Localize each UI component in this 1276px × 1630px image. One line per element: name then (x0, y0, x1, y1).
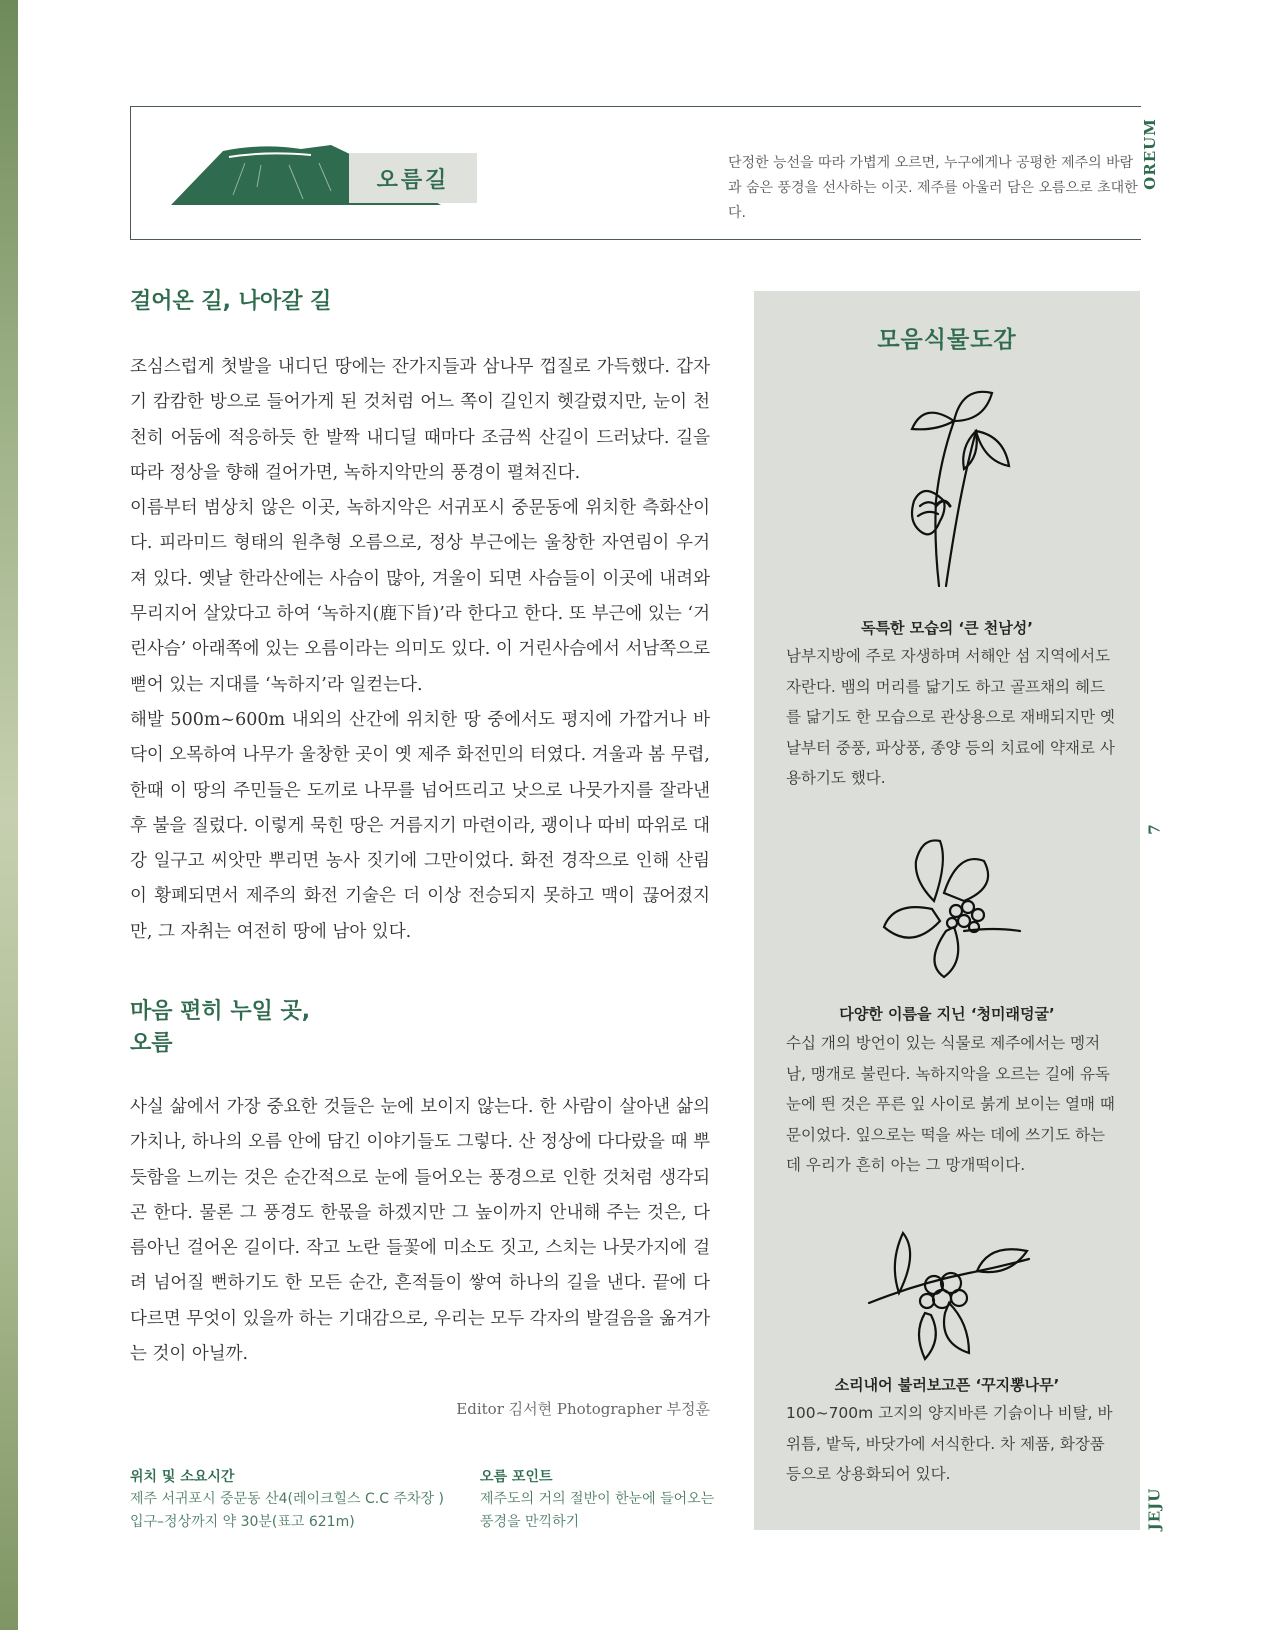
section2-heading (130, 996, 310, 1060)
side-label-jeju: JEJU (1145, 1487, 1164, 1531)
section1-body (130, 350, 710, 950)
plant-guide-sidebar (754, 291, 1140, 1530)
plant-3-text: 100~700m 고지의 양지바른 기슭이나 비탈, 바위틈, 밭둑, 바닷가에 서식한다. 차 제품, 화장품 등으로 상용화되어 있다. (786, 1404, 1113, 1483)
point-text (480, 1488, 740, 1534)
location-text (130, 1488, 460, 1534)
section2-heading-line2: 오름 (130, 1031, 173, 1056)
header-box (130, 106, 1141, 240)
section1-paragraph-1: 조심스럽게 첫발을 내디딘 땅에는 잔가지들과 삼나무 껍질로 가득했다. 갑자기 캄캄한 방으로 들어가게 된 것처럼 어느 쪽이 길인지 헷갈렸지만, 눈이 천천히 어둠에 적응하듯 한 발짝 내디딜 때마다 조금씩 산길이 드러났다. 길을 따라 정상을 향해 걸어가면, 녹하지악만의 풍경이 펼쳐진다. (130, 357, 710, 483)
left-photo-strip (0, 0, 18, 1630)
section1-heading: 걸어온 길, 나아갈 길 (130, 289, 332, 314)
section2-paragraph: 사실 삶에서 가장 중요한 것들은 눈에 보이지 않는다. 한 사람이 살아낸 삶의 가치나, 하나의 오름 안에 담긴 이야기들도 그렇다. 산 정상에 다다랐을 때 뿌듯함을 느끼는 것은 순간적으로 눈에 들어오는 풍경으로 인한 것처럼 생각되곤 한다. 물론 그 풍경도 한몫을 하겠지만 그 높이까지 안내해 주는 것은, 다름아닌 걸어온 길이다. 작고 노란 들꽃에 미소도 짓고, 스치는 나뭇가지에 걸려 넘어질 뻔하기도 한 모든 순간, 흔적들이 쌓여 하나의 길을 낸다. 끝에 다다르면 무엇이 있을까 하는 기대감으로, 우리는 모두 각자의 발걸음을 옮겨가는 것이 아닐까. (130, 1097, 710, 1365)
plant-2-title: 다양한 이름을 지닌 ‘청미래덩굴’ (839, 1005, 1055, 1023)
greenbrier-icon (874, 831, 1024, 981)
location-title: 위치 및 소요시간 (130, 1469, 235, 1485)
point-line2: 풍경을 만끽하기 (480, 1514, 580, 1530)
point-line1: 제주도의 거의 절반이 한눈에 들어오는 (480, 1491, 715, 1507)
credit-line: Editor 김서현 Photographer 부정훈 (456, 1400, 710, 1418)
plant-3-title: 소리내어 불러보고픈 ‘꾸지뽕나무’ (834, 1376, 1060, 1394)
header-description: 단정한 능선을 따라 가볍게 오르면, 누구에게나 공평한 제주의 바람과 숨은 풍경을 선사하는 이곳. 제주를 아울러 담은 오름으로 초대한다. (728, 155, 1138, 221)
plant-1-text: 남부지방에 주로 자생하며 서해안 섬 지역에서도 자란다. 뱀의 머리를 닮기도 하고 골프채의 헤드를 닮기도 한 모습으로 관상용으로 재배되지만 옛날부터 중풍, 파상풍, 종양 등의 치료에 약재로 사용하기도 했다. (786, 647, 1116, 787)
side-label-oreum: OREUM (1141, 118, 1160, 190)
section2-heading-line1: 마음 편히 누일 곳, (130, 999, 311, 1024)
section1-paragraph-2: 이름부터 범상치 않은 이곳, 녹하지악은 서귀포시 중문동에 위치한 측화산이다. 피라미드 형태의 원추형 오름으로, 정상 부근에는 울창한 자연림이 우거져 있다. 옛날 한라산에는 사슴이 많아, 겨울이 되면 사슴들이 이곳에 내려와 무리지어 살았다고 하여 ‘녹하지(鹿下旨)’라 한다고 한다. 또 부근에 있는 ‘거린사슴’ 아래쪽에 있는 오름이라는 의미도 있다. 이 거린사슴에서 서남쪽으로 뻗어 있는 지대를 ‘녹하지’라 일컫는다. (130, 498, 710, 695)
section2-body (130, 1090, 710, 1372)
jack-in-the-pulpit-icon (884, 381, 1014, 591)
oreum-label: 오름길 (349, 153, 477, 203)
sidebar-title: 모음식물도감 (877, 327, 1017, 353)
location-line1: 제주 서귀포시 중문동 산4(레이크힐스 C.C 주차장 ) (130, 1491, 444, 1507)
plant-2-text: 수십 개의 방언이 있는 식물로 제주에서는 멩저남, 맹개로 불린다. 녹하지악을 오르는 길에 유독 눈에 띈 것은 푸른 잎 사이로 붉게 보이는 열매 때문이었다. 잎으로는 떡을 싸는 데에 쓰기도 하는데 우리가 흔히 아는 그 망개떡이다. (786, 1034, 1115, 1174)
cudrania-icon (859, 1223, 1034, 1363)
plant-1-title: 독특한 모습의 ‘큰 천남성’ (861, 619, 1033, 637)
page-number: 7 (1145, 823, 1164, 835)
point-title: 오름 포인트 (480, 1469, 553, 1485)
location-line2: 입구–정상까지 약 30분(표고 621m) (130, 1514, 355, 1530)
section1-paragraph-3: 해발 500m~600m 내외의 산간에 위치한 땅 중에서도 평지에 가깝거나 바닥이 오목하여 나무가 울창한 곳이 옛 제주 화전민의 터였다. 겨울과 봄 무렵, 한때 이 땅의 주민들은 도끼로 나무를 넘어뜨리고 낫으로 나뭇가지를 잘라낸 후 불을 질렀다. 이렇게 묵힌 땅은 거름지기 마련이라, 괭이나 따비 따위로 대강 일구고 씨앗만 뿌리면 농사 짓기에 그만이었다. 화전 경작으로 인해 산림이 황폐되면서 제주의 화전 기술은 더 이상 전승되지 못하고 맥이 끊어졌지만, 그 자취는 여전히 땅에 남아 있다. (130, 709, 710, 942)
